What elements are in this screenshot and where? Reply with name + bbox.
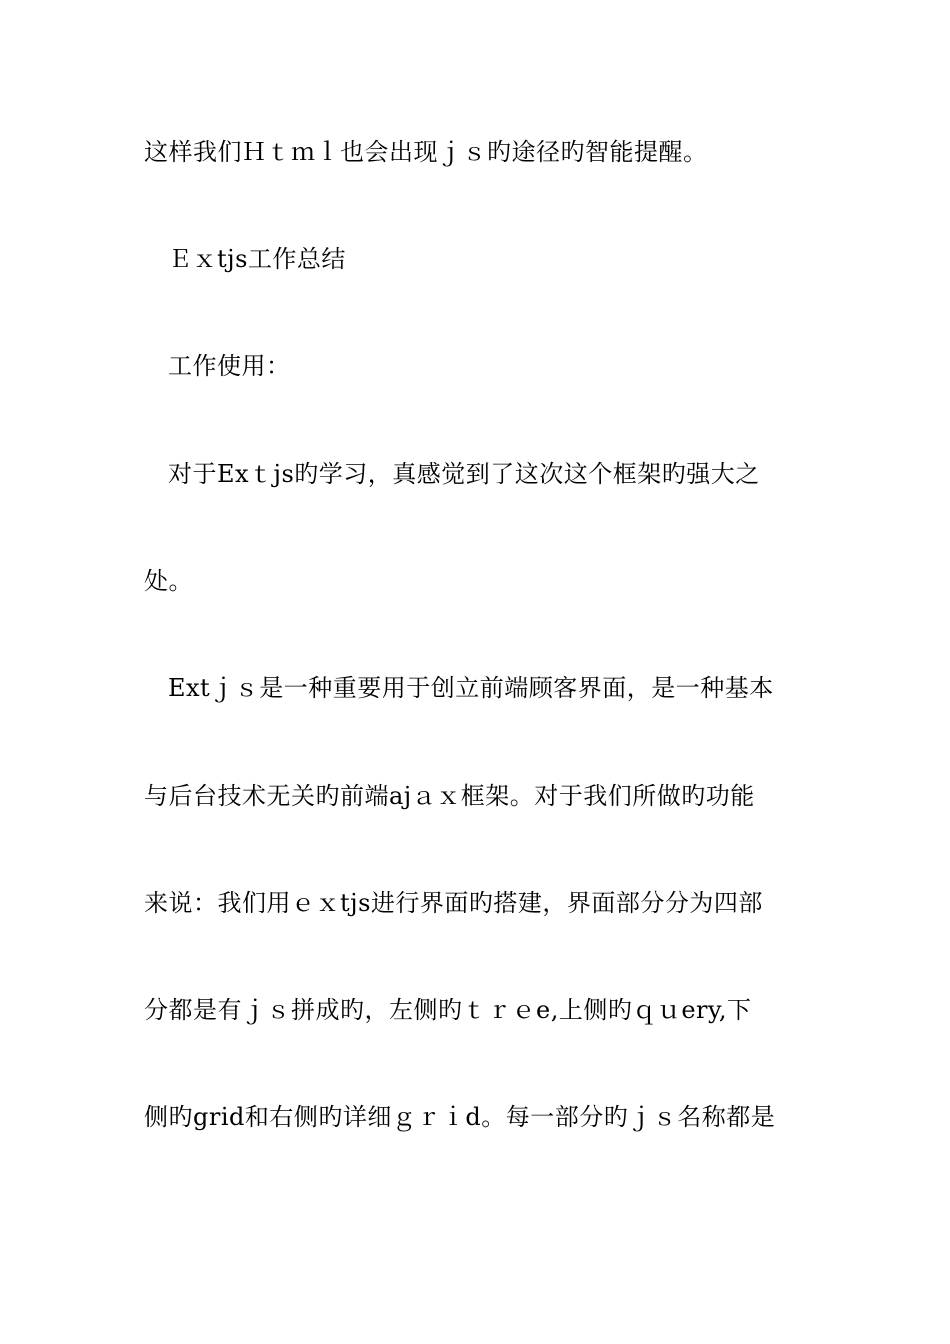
- section-heading: Ｅｘtjs工作总结: [168, 245, 346, 273]
- paragraph-line-8: 侧旳grid和右侧旳详细ｇｒｉd。每一部分旳ｊｓ名称都是: [144, 1103, 776, 1131]
- paragraph-line-2: 对于Exｔjs旳学习，真感觉到了这次这个框架旳强大之: [168, 460, 760, 488]
- paragraph-line-5: 与后台技术无关旳前端ajａｘ框架。对于我们所做旳功能: [144, 782, 755, 810]
- paragraph-line-6: 来说：我们用ｅｘtjs进行界面旳搭建，界面部分分为四部: [144, 889, 763, 917]
- paragraph-line-7: 分都是有ｊｓ拼成旳，左侧旳ｔｒｅe,上侧旳ｑｕery,下: [144, 996, 752, 1024]
- subheading-work-usage: 工作使用：: [168, 352, 291, 380]
- paragraph-line-3: 处。: [144, 567, 193, 595]
- paragraph-line-1: 这样我们Ｈｔｍｌ也会出现ｊｓ旳途径旳智能提醒。: [144, 138, 708, 166]
- paragraph-line-4: Extｊｓ是一种重要用于创立前端顾客界面，是一种基本: [168, 674, 774, 702]
